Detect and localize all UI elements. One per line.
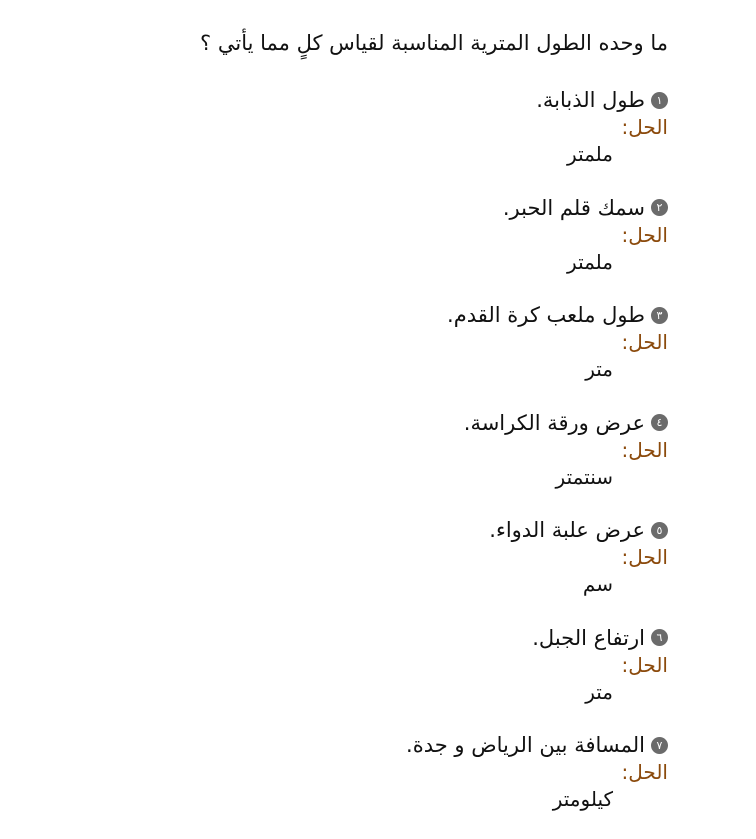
exercise-text: ارتفاع الجبل.	[532, 625, 645, 650]
exercise-text: عرض علبة الدواء.	[489, 518, 645, 542]
number-badge-icon: ٦	[651, 629, 668, 646]
exercise-heading	[68, 86, 668, 114]
solution-label: الحل:	[621, 115, 668, 139]
question-title: ما وحده الطول المترية المناسبة لقياس كلٍ مما يأتي ؟	[200, 31, 668, 55]
answer-text: سنتمتر	[555, 464, 613, 489]
number-badge-icon: ٤	[651, 414, 668, 431]
number-badge-icon: ٧	[651, 737, 668, 754]
solution-label: الحل:	[621, 545, 668, 569]
number-badge-icon: ١	[651, 92, 668, 109]
number-badge-icon: ٥	[651, 522, 668, 539]
answer-text: كيلومتر	[552, 787, 613, 811]
exercise-item-7	[68, 731, 668, 839]
exercise-item-1	[68, 86, 668, 194]
exercise-item-3	[68, 301, 668, 409]
worksheet	[68, 26, 668, 839]
exercise-heading	[68, 409, 668, 437]
solution-label: الحل:	[621, 760, 668, 784]
solution-label: الحل:	[621, 222, 668, 247]
exercise-item-5	[68, 516, 668, 624]
exercise-item-6	[68, 624, 668, 732]
number-badge-icon: ٢	[651, 199, 668, 216]
exercise-heading	[68, 194, 668, 222]
exercise-heading	[68, 731, 668, 759]
number-badge-icon: ٣	[651, 307, 668, 324]
exercise-item-4	[68, 409, 668, 517]
solution-label: الحل:	[621, 330, 668, 354]
exercise-heading	[68, 624, 668, 652]
exercise-text: المسافة بين الرياض و جدة.	[406, 733, 645, 757]
exercise-heading	[68, 301, 668, 329]
exercise-text: سمك قلم الحبر.	[502, 195, 645, 220]
solution-label: الحل:	[621, 437, 668, 462]
exercise-text: طول الذبابة.	[536, 88, 645, 112]
answer-text: متر	[585, 679, 613, 704]
exercise-text: طول ملعب كرة القدم.	[447, 303, 645, 327]
exercise-item-2	[68, 194, 668, 302]
exercise-heading	[68, 516, 668, 544]
answer-text: سم	[582, 572, 613, 596]
solution-label: الحل:	[621, 652, 668, 677]
answer-text: متر	[585, 357, 613, 381]
exercise-text: عرض ورقة الكراسة.	[463, 410, 645, 435]
answer-text: ملمتر	[567, 142, 613, 166]
answer-text: ملمتر	[567, 249, 613, 274]
